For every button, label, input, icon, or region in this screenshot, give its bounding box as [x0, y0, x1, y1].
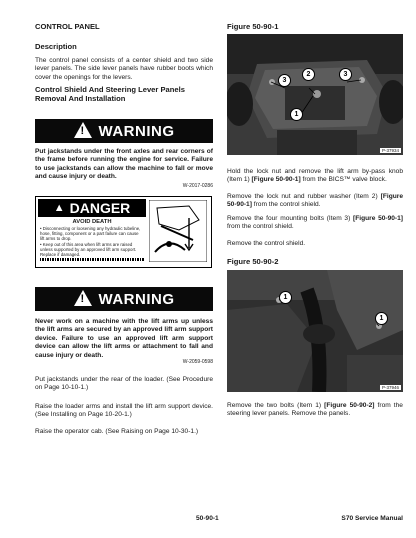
procedure-heading: Control Shield And Steering Lever Panels Removal And Installation [35, 85, 185, 103]
step-remove-shield: Remove the control shield. [227, 240, 306, 247]
warning-code-1: W-2017-0286 [182, 183, 213, 189]
control-shield-image [227, 34, 403, 155]
figure-1-code: P-37934 [381, 148, 399, 153]
figure-1-title: Figure 50-90-1 [227, 22, 279, 31]
danger-bullet-2: • Keep out of this area when lift arms are raised unless supported by an approved lift arm support. Replace if damaged. [40, 241, 137, 258]
steering-lever-image [227, 270, 403, 392]
description-heading: Description [35, 42, 77, 51]
callout-item-1: 1 [279, 291, 292, 304]
callout-item-1: 1 [290, 108, 303, 121]
danger-triangle-icon: ▲ [53, 202, 65, 214]
step-remove-lock-nut: Remove the lock nut and rubber washer (Item 2) [Figure 50-90-1] from the control shield. [227, 193, 403, 209]
warning-triangle-icon [74, 290, 92, 306]
lift-arm-hazard-pictogram [149, 200, 207, 262]
callout-item-1: 1 [375, 312, 388, 325]
danger-subtitle: AVOID DEATH [72, 219, 112, 225]
step-remove-knob: Hold the lock nut and remove the lift arm by-pass knob (Item 1) [Figure 50-90-1] from the BICS™ valve block. [227, 168, 403, 184]
step-remove-panels: Remove the two bolts (Item 1) [Figure 50-90-2] from the steering lever panels. Remove the panels. [227, 402, 403, 418]
step-remove-bolts: Remove the four mounting bolts (Item 3) [Figure 50-90-1] from the control shield. [227, 215, 403, 231]
figure-2-code: P-37946 [381, 385, 399, 390]
callout-item-3: 3 [339, 68, 352, 81]
step-lift-arm-support: Raise the loader arms and install the lift arm support device. (See Installing on Page 10-20-1.) [35, 403, 213, 419]
figure-ref: [Figure 50-90-1] [251, 176, 301, 184]
warning-triangle-icon [74, 122, 92, 138]
figure-2-title: Figure 50-90-2 [227, 257, 279, 266]
description-text: The control panel consists of a center shield and two side lever panels. The side lever panels have rubber boots which cover the openings for the levers. [35, 57, 213, 81]
step-raise-cab: Raise the operator cab. (See Raising on Page 10-30-1.) [35, 428, 199, 435]
callout-item-3: 3 [278, 74, 291, 87]
danger-banner: ▲ DANGER [38, 199, 146, 217]
barcode [40, 258, 144, 261]
warning-banner-2: ! WARNING [35, 287, 213, 311]
figure-2-photo [227, 270, 403, 392]
danger-decal [35, 196, 212, 268]
danger-bullet-1: • Disconnecting or loosening any hydraulic tubeline, hose, fitting, component or a part failure can cause lift arms to drop. [40, 226, 141, 242]
figure-1-photo [227, 34, 403, 155]
manual-title: S70 Service Manual [341, 515, 403, 522]
figure-ref: [Figure 50-90-2] [324, 402, 375, 409]
section-title: CONTROL PANEL [35, 22, 100, 31]
callout-item-2: 2 [302, 68, 315, 81]
warning-code-2: W-2059-0598 [182, 359, 213, 365]
warning-text-2: Never work on a machine with the lift arms up unless the lift arms are secured by an approved lift arm support device. Failure to use an approved lift arm support device can allow the lift arms or attachment to fall and cause injury or death. [35, 318, 213, 359]
figure-ref: [Figure 50-90-1] [353, 215, 403, 222]
step-jackstands: Put jackstands under the rear of the loader. (See Procedure on Page 10-10-1.) [35, 376, 213, 392]
warning-banner-1: ! WARNING [35, 119, 213, 143]
page-number: 50-90-1 [196, 515, 219, 522]
figure-ref: [Figure 50-90-1] [227, 193, 403, 209]
warning-text-1: Put jackstands under the front axles and rear corners of the frame before running the engine for service. Failure to use jackstands can allow the machine to fall or move and cause injury or death. [35, 148, 213, 181]
